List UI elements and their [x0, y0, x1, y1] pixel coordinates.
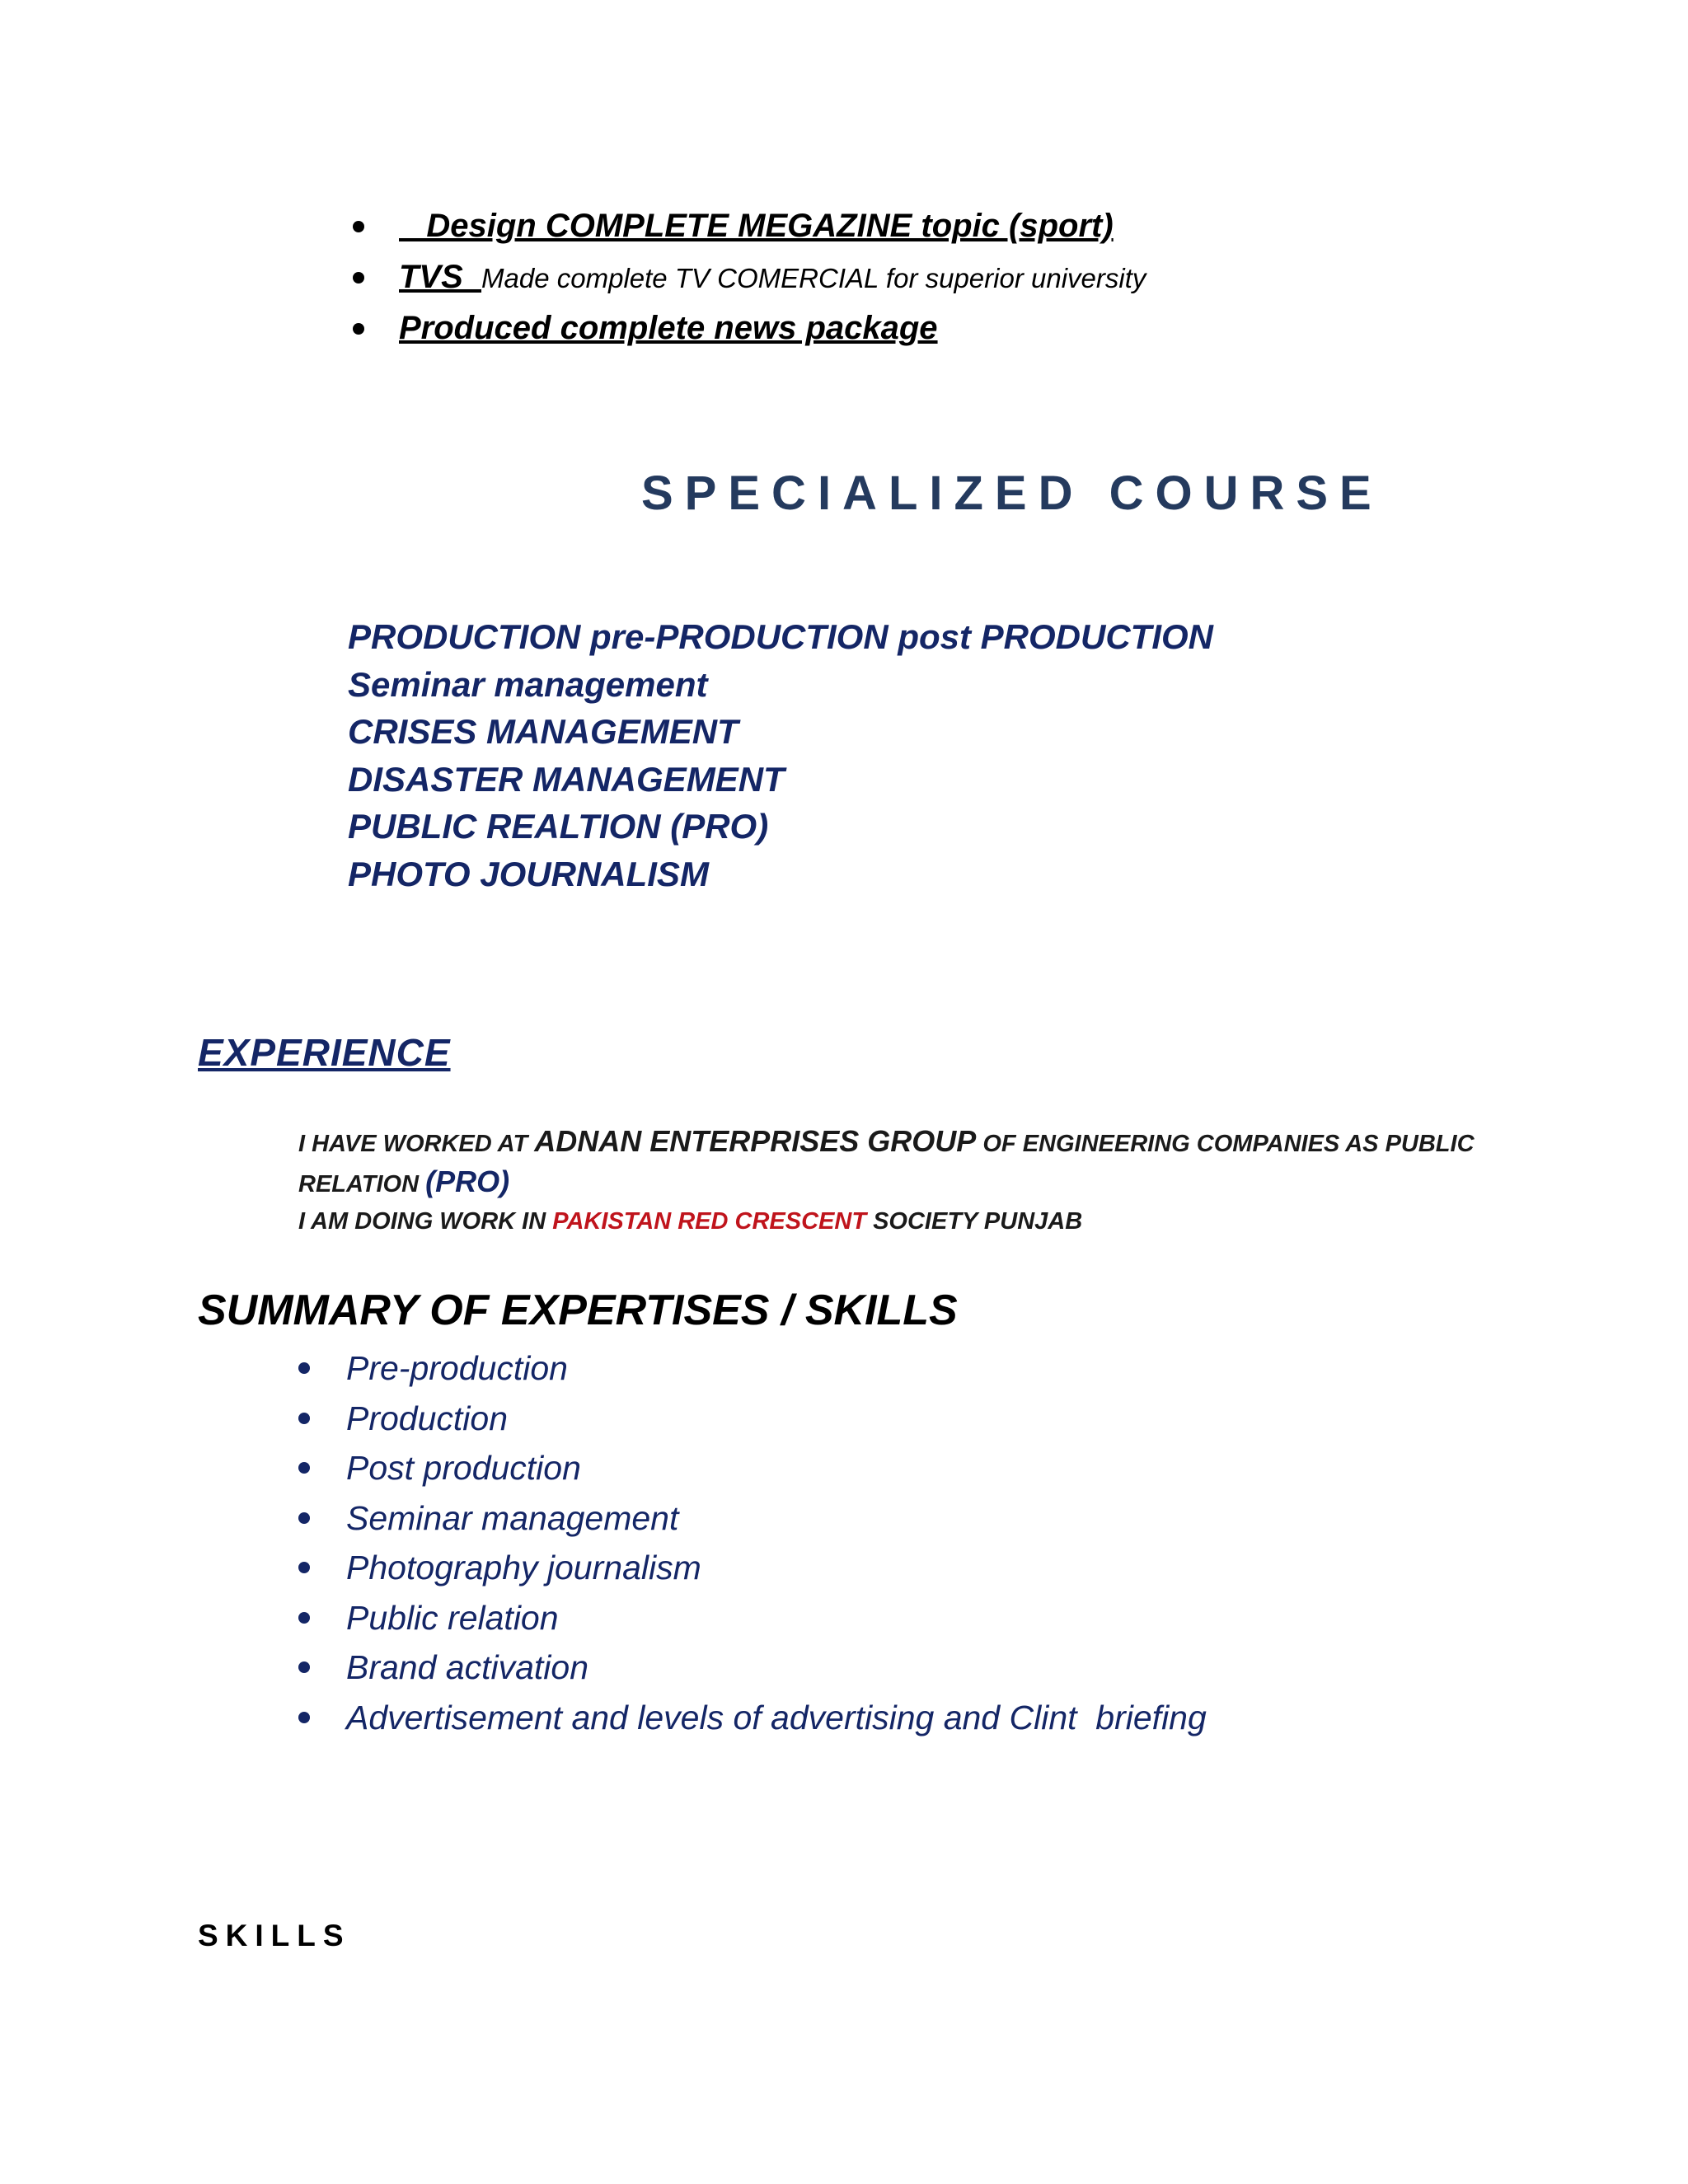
project-description: Made complete TV COMERCIAL for superior university [481, 263, 1146, 293]
bullet-icon [298, 1462, 310, 1474]
specialized-course-heading: SPECIALIZED COURSE [641, 466, 1383, 520]
course-list [348, 613, 1213, 898]
project-item [346, 200, 1146, 251]
project-title: Produced complete news package [399, 310, 938, 346]
course-item: PHOTO JOURNALISM [348, 854, 709, 893]
experience-text: I HAVE WORKED AT [298, 1131, 535, 1157]
bullet-icon [298, 1712, 310, 1723]
project-title: Design COMPLETE MEGAZINE topic (sport) [399, 208, 1114, 244]
summary-item-label: Seminar management [346, 1498, 679, 1537]
bullet-icon [298, 1413, 310, 1424]
bullet-icon [298, 1562, 310, 1573]
summary-item [295, 1493, 1207, 1544]
organization-name: PAKISTAN RED CRESCENT [552, 1208, 867, 1235]
project-title: TVS [399, 259, 482, 295]
bullet-icon [298, 1512, 310, 1524]
bullet-icon [298, 1612, 310, 1624]
course-item: DISASTER MANAGEMENT [348, 759, 785, 799]
summary-item [295, 1543, 1207, 1593]
experience-line [298, 1161, 1475, 1202]
bullet-icon [353, 323, 364, 335]
summary-item [295, 1343, 1207, 1394]
projects-list [346, 200, 1146, 354]
summary-item-label: Post production [346, 1449, 581, 1487]
summary-list [295, 1343, 1207, 1742]
company-name: ADNAN [534, 1124, 650, 1158]
summary-heading: SUMMARY OF EXPERTISES / SKILLS [198, 1286, 958, 1334]
company-name: ENTERPRISES GROUP [649, 1124, 977, 1158]
summary-item-label: Advertisement and levels of advertising and Clint briefing [346, 1698, 1207, 1736]
experience-body [298, 1121, 1475, 1242]
experience-line [298, 1121, 1475, 1161]
summary-item-label: Photography journalism [346, 1549, 701, 1586]
bullet-icon [353, 221, 364, 232]
summary-item [295, 1443, 1207, 1493]
summary-item-label: Public relation [346, 1598, 559, 1637]
summary-item [295, 1643, 1207, 1693]
skills-heading: SKILLS [198, 1919, 351, 1952]
summary-item [295, 1593, 1207, 1643]
bullet-icon [353, 272, 364, 284]
summary-item [295, 1693, 1207, 1743]
course-item: Seminar management [348, 664, 708, 704]
course-item: PRODUCTION pre-PRODUCTION post PRODUCTION [348, 617, 1213, 656]
course-item: PUBLIC REALTION (PRO) [348, 807, 769, 846]
experience-text: I AM DOING WORK IN [298, 1208, 553, 1235]
role-abbreviation: (PRO) [425, 1165, 510, 1198]
project-item [346, 251, 1146, 302]
bullet-icon [298, 1362, 310, 1374]
experience-text: RELATION [298, 1171, 426, 1197]
summary-item-label: Production [346, 1399, 509, 1437]
summary-item-label: Pre-production [346, 1349, 568, 1387]
experience-line [298, 1202, 1475, 1242]
project-item [346, 302, 1146, 354]
experience-text: SOCIETY PUNJAB [866, 1208, 1083, 1235]
summary-item-label: Brand activation [346, 1648, 589, 1686]
experience-text: OF ENGINEERING COMPANIES AS PUBLIC [976, 1131, 1475, 1157]
experience-heading: EXPERIENCE [198, 1031, 451, 1074]
summary-item [295, 1394, 1207, 1444]
course-item: CRISES MANAGEMENT [348, 712, 738, 751]
bullet-icon [298, 1661, 310, 1673]
